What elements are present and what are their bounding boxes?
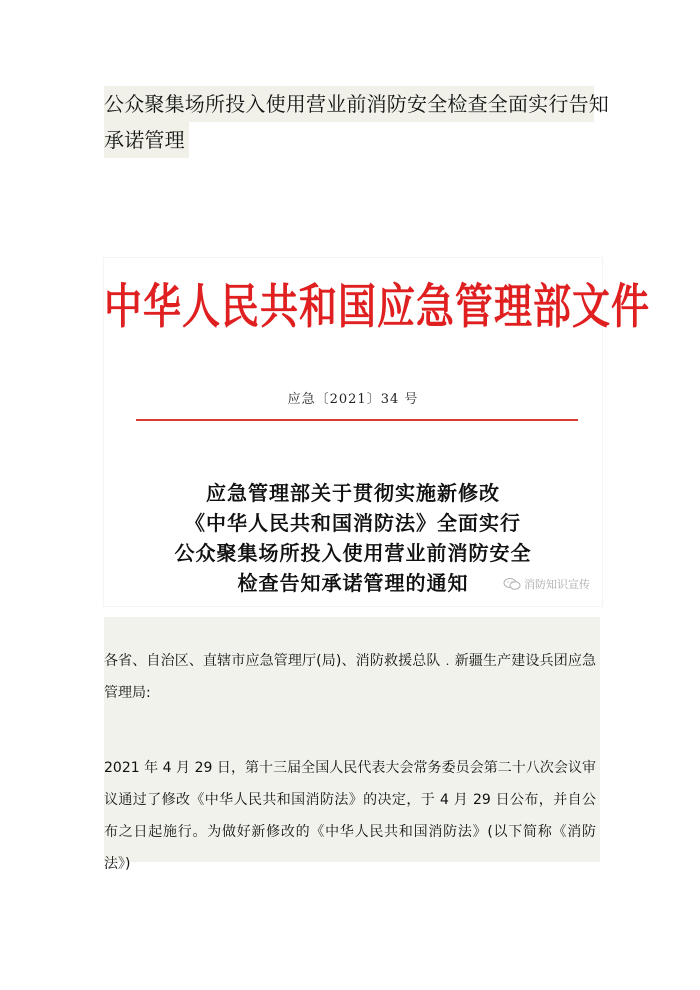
- watermark: [503, 576, 590, 592]
- page-title-line-1: 公众聚集场所投入使用营业前消防安全检查全面实行告知: [104, 86, 594, 122]
- watermark-text: 消防知识宣传: [524, 578, 590, 591]
- notice-title-line: 《中华人民共和国消防法》全面实行: [185, 511, 521, 535]
- page-title-line-2: 承诺管理: [104, 122, 189, 158]
- notice-title-line: 公众聚集场所投入使用营业前消防安全: [174, 541, 532, 565]
- notice-title-line: 检查告知承诺管理的通知: [237, 571, 469, 595]
- official-document-image: [104, 258, 651, 606]
- red-divider-line: [136, 419, 578, 421]
- page-title: [104, 86, 609, 158]
- body-text-block: [104, 617, 600, 872]
- document-red-header: 中华人民共和国应急管理部文件: [104, 278, 651, 335]
- document-number: 应急〔2021〕34 号: [287, 392, 419, 407]
- notice-title-line: 应急管理部关于贯彻实施新修改: [206, 481, 500, 505]
- body-paragraph: 2021 年 4 月 29 日，第十三届全国人民代表大会常务委员会第二十八次会议审议通过了修改《中华人民共和国消防法》的决定，于 4 月 29 日公布，并自公布之日起施行。为做好新修改的《中华人民共和国消防法》(以下简称《消防法》): [104, 760, 596, 872]
- wechat-icon: [503, 578, 521, 590]
- addressees-paragraph: 各省、自治区、直辖市应急管理厅(局)、消防救援总队﹒新疆生产建设兵团应急管理局:: [104, 653, 596, 701]
